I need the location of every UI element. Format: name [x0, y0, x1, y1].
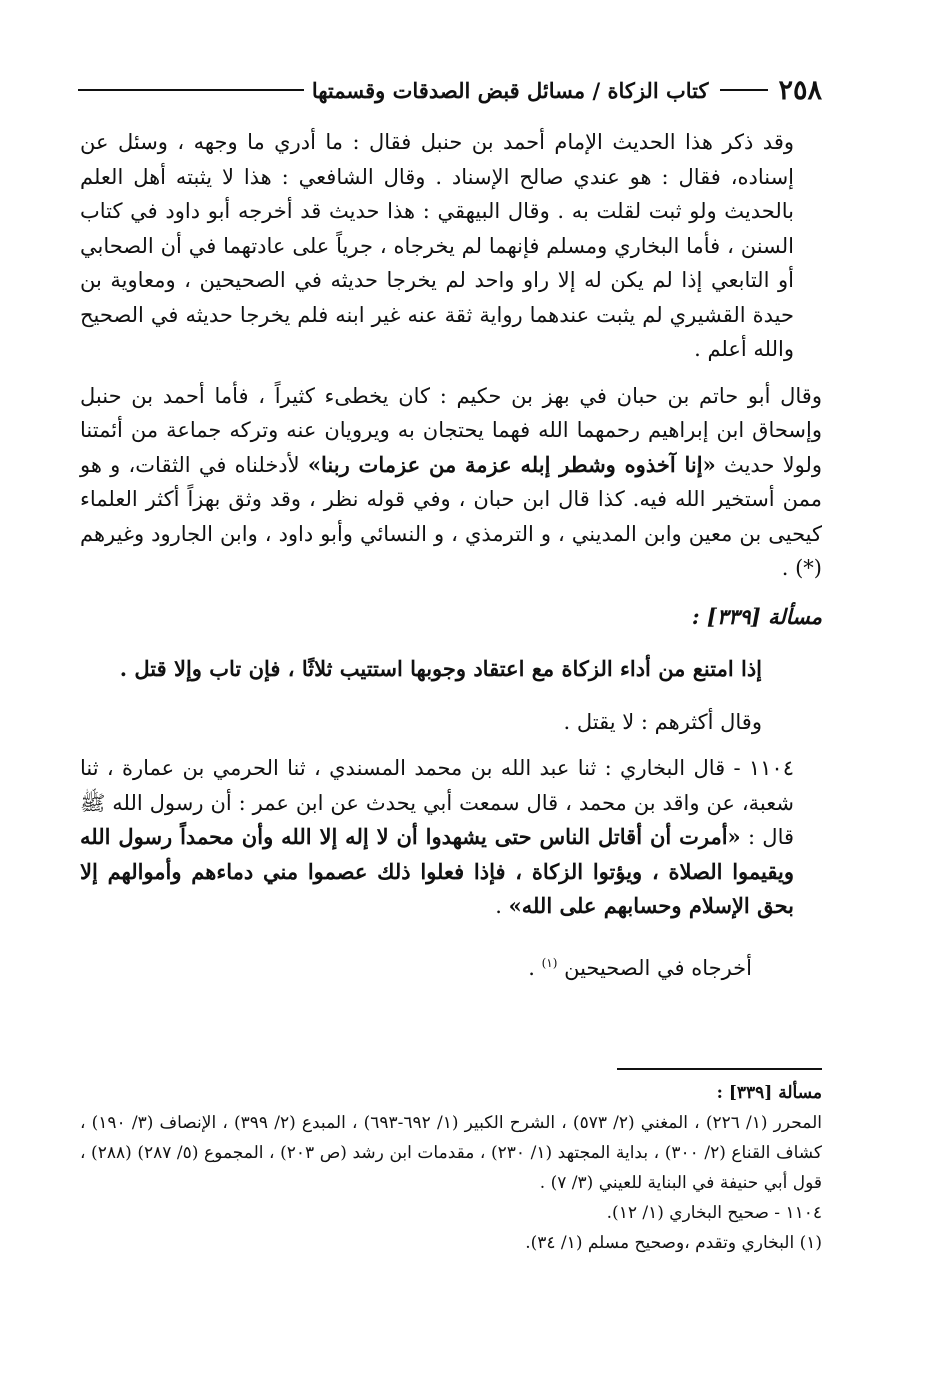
footnotes: [80, 1078, 822, 1258]
takhrij-end: .: [528, 955, 542, 980]
hadith-matn-bold: «أمرت أن أقاتل الناس حتى يشهدوا أن لا إله إلا الله وأن محمداً رسول الله ويقيموا الصلاة ، ويؤتوا الزكاة ، فإذا فعلوا ذلك عصموا مني دماءهم وأموالهم إلا بحق الإسلام وحسابهم على الله»: [80, 824, 794, 918]
footnote-issue-label: مسألة [٣٣٩] :: [716, 1083, 822, 1103]
issue-majority-view: وقال أكثرهم : لا يقتل .: [563, 709, 762, 734]
footnote-marker-1: (١): [541, 955, 558, 970]
footnote-hadith-reference: ١١٠٤ - صحيح البخاري (١/ ١٢).: [606, 1203, 822, 1223]
footnote-issue-references: المحرر (١/ ٢٢٦) ، المغني (٢/ ٥٧٣) ، الشرح الكبير (١/ ٦٩٢-٦٩٣) ، المبدع (٢/ ٣٩٩) ، الإنصاف (٣/ ١٩٠) ، كشاف القناع (٢/ ٣٠٠) ، بداية المجتهد (١/ ٢٣٠) ، مقدمات ابن رشد (ص ٢٠٣) ، المجموع (٥/ ٢٨٧) (٢٨٨) ، قول أبي حنيفة في البناية للعيني (٣/ ٧) .: [80, 1113, 823, 1193]
page-header: [78, 70, 822, 110]
hadith-1104: [80, 751, 822, 924]
takhrij-line: [80, 946, 822, 986]
footnote-1: (١) البخاري وتقدم ،وصحيح مسلم (١/ ٣٤).: [525, 1233, 822, 1253]
header-rule-short: [720, 89, 768, 91]
page-number: ٢٥٨: [778, 74, 822, 106]
issue-heading: مسألة [٣٣٩] :: [691, 603, 822, 629]
footnote-separator: [617, 1068, 822, 1070]
ibn-hibban-text-2: لأدخلناه في الثقات، و هو ممن أستخير الله فيه. كذا قال ابن حبان ، وفي قوله نظر ، وقد وثق بهزاً أكثر العلماء كيحيى بن معين وابن المديني ، و الترمذي ، و النسائي وأبو داود ، وابن الجارود وغيرهم (*) .: [80, 452, 822, 580]
hadith-quote-bold: «إنا آخذوه وشطر إبله عزمة من عزمات ربنا»: [307, 451, 716, 477]
takhrij-text: أخرجاه في الصحيحين: [564, 955, 752, 980]
paragraph-ahmad-comment: وقد ذكر هذا الحديث الإمام أحمد بن حنبل فقال : ما أدري ما وجهه ، وسئل عن إسناده، فقال : هو عندي صالح الإسناد . وقال الشافعي : هذا لا يثبته أهل العلم بالحديث ولو ثبت لقلت به . وقال البيهقي : هذا حديث قد أخرجه أبو داود في كتاب السنن ، فأما البخاري ومسلم فإنهما لم يخرجاه ، جرياً على عادتهما في أن الصحابي أو التابعي إذا لم يكن له إلا راو واحد لم يخرجا حديثه في الصحيحين ، ومعاوية بن حيدة القشيري لم يثبت عندهما رواية ثقة عنه غير ابنه فلم يخرجا حديثه في الصحيح والله أعلم .: [80, 130, 794, 361]
header-rule-long: [78, 89, 304, 91]
running-title: كتاب الزكاة / مسائل قبض الصدقات وقسمتها: [311, 77, 709, 103]
ibn-hibban-text-1: وقال أبو حاتم بن حبان في بهز بن حكيم : كان يخطىء كثيراً ، فأما أحمد بن حنبل وإسحاق ابن إبراهيم رحمهما الله فهما يحتجان به ويرويان عنه وتركه جماعة من أئمتنا ولولا حديث: [80, 383, 823, 477]
hadith-end: .: [495, 894, 509, 918]
hadith-isnad: ١١٠٤ - قال البخاري : ثنا عبد الله بن محمد المسندي ، ثنا الحرمي بن عمارة ، ثنا شعبة، عن واقد بن محمد ، قال سمعت أبي يحدث عن ابن عمر : أن رسول الله ﷺ قال :: [80, 756, 794, 849]
issue-statement: إذا امتنع من أداء الزكاة مع اعتقاد وجوبها استتيب ثلاثًا ، فإن تاب وإلا قتل .: [119, 656, 762, 681]
main-text: [80, 125, 822, 985]
paragraph-ibn-hibban: [80, 379, 822, 586]
